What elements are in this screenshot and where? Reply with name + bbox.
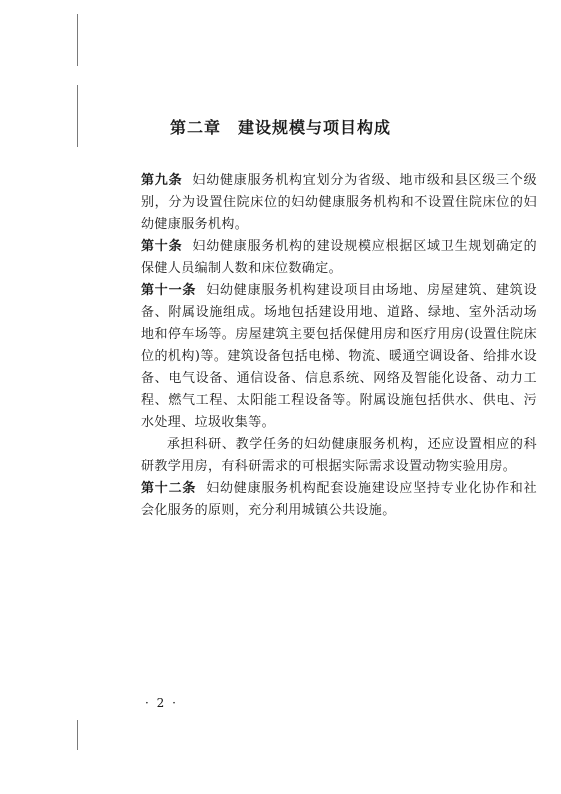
article-label: 第十二条 (141, 481, 197, 496)
article-text: 妇幼健康服务机构建设项目由场地、房屋建筑、建筑设备、附属设施组成。场地包括建设用地、道路、绿地、室外活动场地和停车场等。房屋建筑主要包括保健用房和医疗用房(设置住院床位的机构)等。建筑设备包括电梯、物流、暖通空调设备、给排水设备、电气设备、通信设备、信息系统、网络及智能化设备、动力工程、燃气工程、太阳能工程设备等。附属设施包括供水、供电、污水处理、垃圾收集等。 (141, 283, 537, 430)
margin-line (77, 14, 78, 66)
article-11 (141, 280, 537, 434)
document-body (141, 170, 537, 522)
article-12 (141, 478, 537, 522)
paragraph-text: 承担科研、教学任务的妇幼健康服务机构，还应设置相应的科研教学用房，有科研需求的可根据实际需求设置动物实验用房。 (141, 437, 537, 474)
page-number: · 2 · (145, 696, 178, 710)
article-11-continuation (141, 434, 537, 478)
article-9 (141, 170, 537, 236)
article-text: 妇幼健康服务机构配套设施建设应坚持专业化协作和社会化服务的原则，充分利用城镇公共设施。 (141, 481, 537, 518)
article-text: 妇幼健康服务机构的建设规模应根据区域卫生规划确定的保健人员编制人数和床位数确定。 (141, 239, 537, 276)
article-label: 第九条 (141, 173, 183, 188)
margin-line (77, 720, 78, 750)
chapter-title: 第二章 建设规模与项目构成 (169, 117, 391, 137)
article-label: 第十条 (141, 239, 183, 254)
article-10 (141, 236, 537, 280)
article-label: 第十一条 (141, 283, 197, 298)
article-text: 妇幼健康服务机构宜划分为省级、地市级和县区级三个级别，分为设置住院床位的妇幼健康服务机构和不设置住院床位的妇幼健康服务机构。 (141, 173, 537, 232)
